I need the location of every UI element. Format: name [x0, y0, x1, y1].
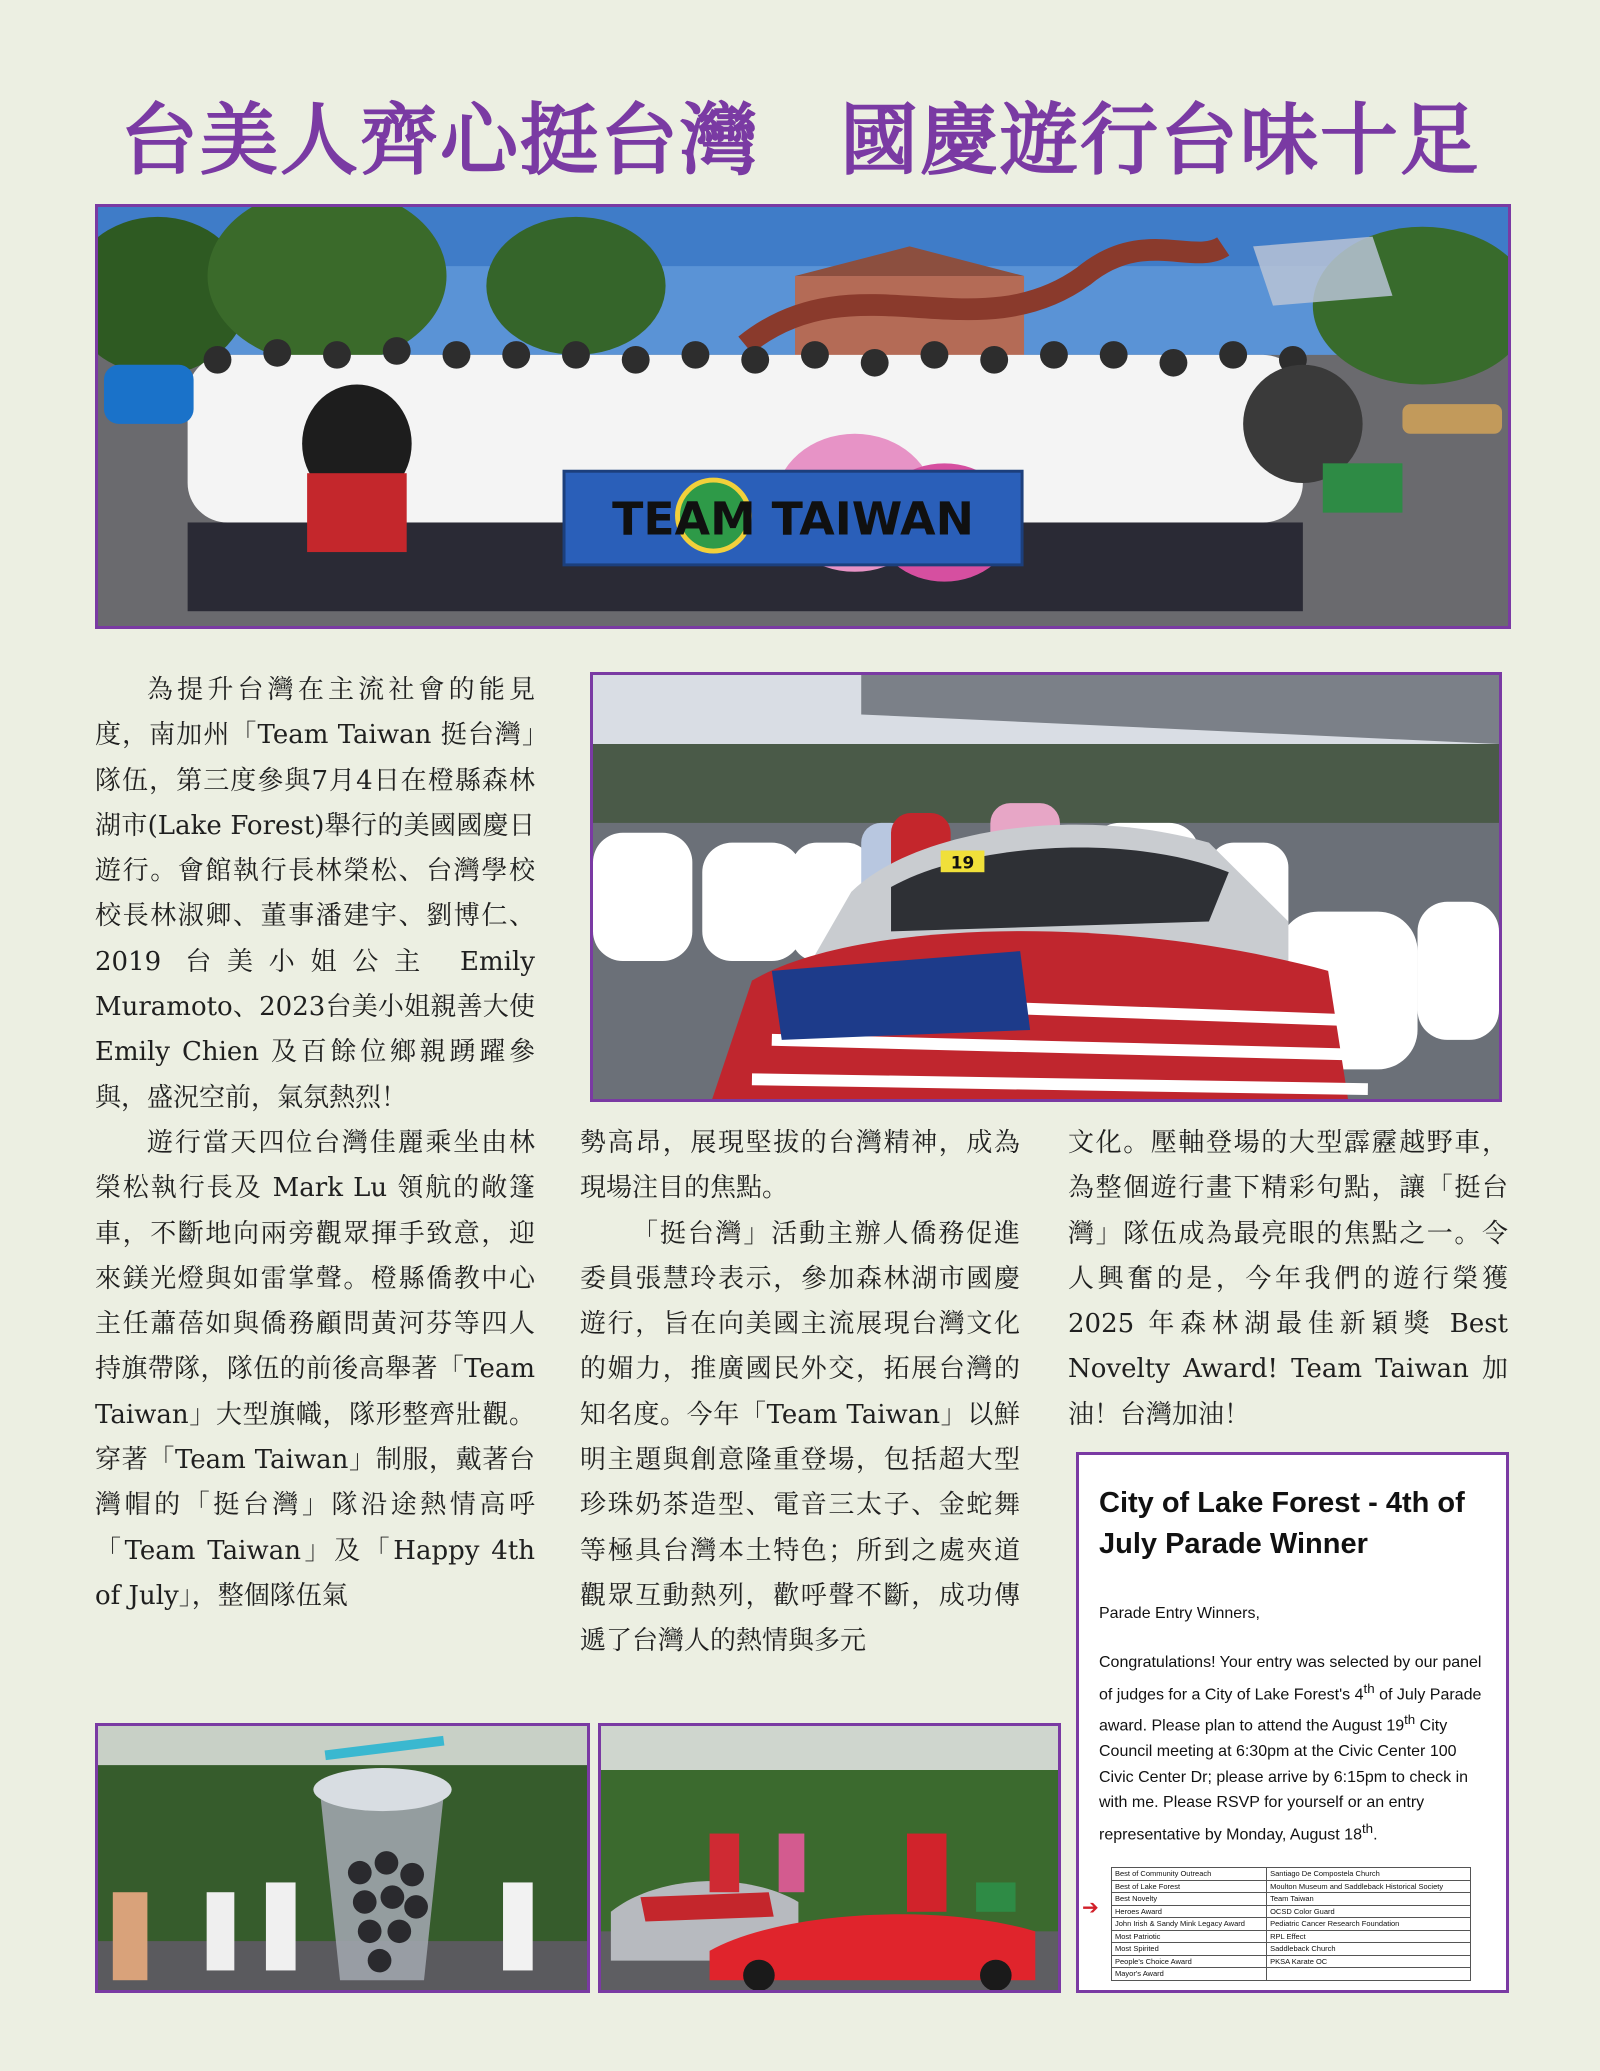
table-row: Most Patriotic RPL Effect	[1112, 1930, 1471, 1943]
award-notice	[1076, 1452, 1509, 1993]
group-photo	[95, 204, 1511, 629]
award-body: Congratulations! Your entry was selected by our panel of judges for a City of Lake Forest's 4th of July Parade award. Please plan to attend the August 19th City Council meeting at 6:30pm at the Civic Center 100 Civic Center Dr; please arrive by 6:15pm to check in with me. Please RSVP for yourself or an entry representative by Monday, August 18th.	[1099, 1654, 1482, 1843]
table-row: Mayor's Award	[1112, 1968, 1471, 1981]
arrow-icon: ➔	[1082, 1895, 1099, 1919]
article-paragraph: 遊行當天四位台灣佳麗乘坐由林榮松執行長及 Mark Lu 領航的敞篷車，不斷地向兩旁觀眾揮手致意，迎來鎂光燈與如雷掌聲。橙縣僑教中心主任蕭蓓如與僑務顧問黃河芬等四人持旗帶隊，隊伍的前後高舉著「Team Taiwan」大型旗幟，隊形整齊壯觀。穿著「Team Taiwan」制服，戴著台灣帽的「挺台灣」隊沿途熱情高呼「Team Taiwan」及「Happy 4th of July」，整個隊伍氣	[95, 1127, 535, 1611]
award-heading: City of Lake Forest - 4th of July Parade Winner	[1099, 1487, 1465, 1560]
article-paragraph: 為提升台灣在主流社會的能見度，南加州「Team Taiwan 挺台灣」隊伍，第三度參與7月4日在橙縣森林湖市(Lake Forest)舉行的美國國慶日遊行。會館執行長林榮松、台灣學校校長林淑卿、董事潘建宇、劉博仁、2019 台美小姐公主 Emily Muramoto、2023台美小姐親善大使 Emily Chien 及百餘位鄉親踴躍參與，盛況空前，氣氛熱烈！	[95, 675, 535, 1113]
convertible-photo	[590, 672, 1502, 1102]
article-column-1	[95, 668, 535, 1619]
article-column-3	[1068, 1121, 1508, 1438]
red-convertible-photo	[598, 1723, 1061, 1993]
page-title: 台美人齊心挺台灣 國慶遊行台味十足	[119, 96, 1480, 186]
table-row: Most Spirited Saddleback Church	[1112, 1943, 1471, 1956]
table-row: Best of Community Outreach Santiago De Compostela Church	[1112, 1868, 1471, 1881]
award-salutation: Parade Entry Winners,	[1099, 1605, 1260, 1622]
article-paragraph: 「挺台灣」活動主辦人僑務促進委員張慧玲表示，參加森林湖市國慶遊行，旨在向美國主流展現台灣文化的媚力，推廣國民外交，拓展台灣的知名度。今年「Team Taiwan」以鮮明主題與創意隆重登場，包括超大型珍珠奶茶造型、電音三太子、金蛇舞等極具台灣本土特色；所到之處夾道觀眾互動熱列，歡呼聲不斷，成功傳遞了台灣人的熱情與多元	[580, 1218, 1020, 1657]
article-column-2	[580, 1121, 1020, 1665]
winners-table	[1111, 1867, 1471, 1981]
table-row: Best of Lake Forest Moulton Museum and Saddleback Historical Society	[1112, 1880, 1471, 1893]
banner-text: TEAM TAIWAN	[612, 492, 974, 546]
table-row: Best Novelty Team Taiwan	[1112, 1893, 1471, 1906]
article-paragraph: 文化。壓軸登場的大型霹靂越野車，為整個遊行畫下精彩句點，讓「挺台灣」隊伍成為最亮眼的焦點之一。令人興奮的是，今年我們的遊行榮獲 2025 年森林湖最佳新穎獎 Best Novelty Award! Team Taiwan 加油！台灣加油！	[1068, 1128, 1508, 1430]
article-paragraph: 勢高昂，展現堅拔的台灣精神，成為現場注目的焦點。	[580, 1128, 1020, 1204]
table-row: John Irish & Sandy Mink Legacy Award Pediatric Cancer Research Foundation	[1112, 1918, 1471, 1931]
table-row: People's Choice Award PKSA Karate OC	[1112, 1955, 1471, 1968]
bubble-tea-float-photo	[95, 1723, 590, 1993]
table-row: Heroes Award OCSD Color Guard	[1112, 1905, 1471, 1918]
car-number: 19	[950, 852, 975, 873]
